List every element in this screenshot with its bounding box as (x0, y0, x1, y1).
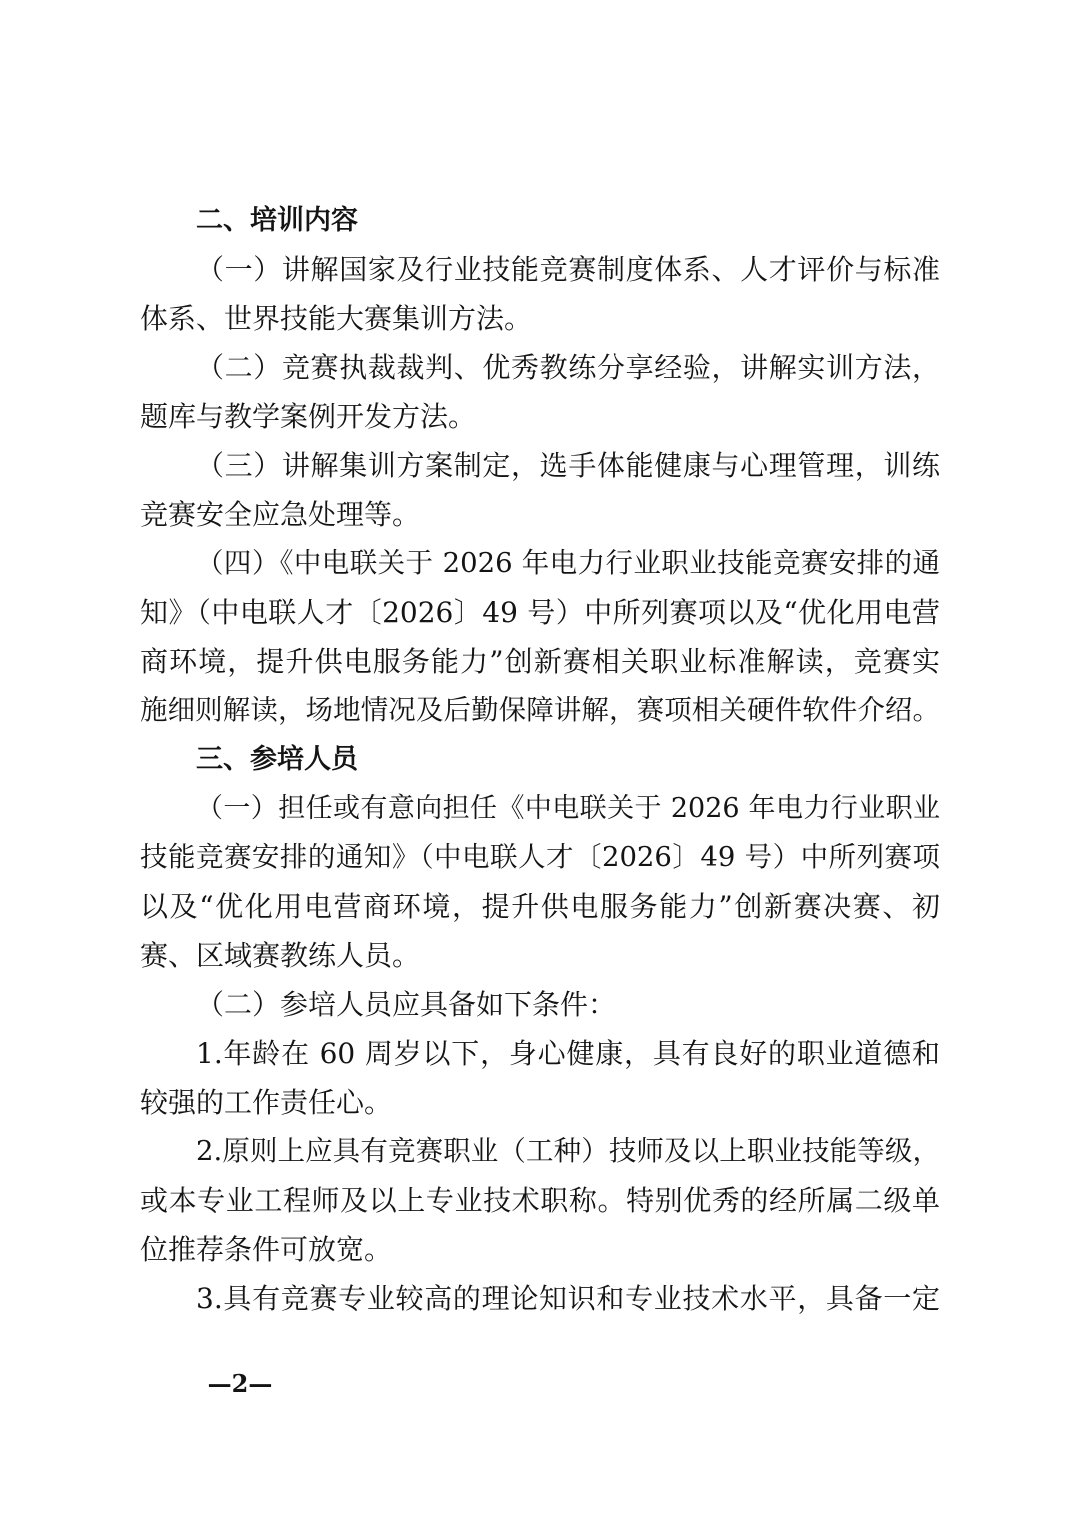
document-body (140, 196, 940, 1323)
paragraph-line: 或本专业工程师及以上专业技术职称。特别优秀的经所属二级单 (140, 1184, 940, 1217)
section-heading-participants: 三、参培人员 (196, 744, 358, 775)
paragraph-line: 知》（中电联人才〔2026〕49 号）中所列赛项以及“优化用电营 (140, 596, 940, 629)
paragraph-line: 施细则解读，场地情况及后勤保障讲解，赛项相关硬件软件介绍。 (140, 694, 940, 726)
paragraph-line: 题库与教学案例开发方法。 (140, 400, 477, 433)
paragraph-line: 位推荐条件可放宽。 (140, 1233, 393, 1266)
paragraph-line: 商环境，提升供电服务能力”创新赛相关职业标准解读，竞赛实 (140, 645, 940, 678)
paragraph-line: 3.具有竞赛专业较高的理论知识和专业技术水平，具备一定 (196, 1282, 940, 1315)
paragraph-line: （二）参培人员应具备如下条件： (196, 988, 617, 1021)
paragraph-line: （一）讲解国家及行业技能竞赛制度体系、人才评价与标准 (196, 253, 940, 286)
paragraph-line: 以及“优化用电营商环境，提升供电服务能力”创新赛决赛、初 (140, 890, 940, 923)
paragraph-line: 竞赛安全应急处理等。 (140, 498, 421, 531)
paragraph-line: （一）担任或有意向担任《中电联关于 2026 年电力行业职业 (196, 793, 940, 824)
section-heading-training-content: 二、培训内容 (196, 205, 358, 236)
page-number: —2— (207, 1369, 273, 1398)
paragraph-line: 赛、区域赛教练人员。 (140, 939, 421, 972)
paragraph-line: 技能竞赛安排的通知》（中电联人才〔2026〕49 号）中所列赛项 (140, 841, 940, 873)
paragraph-line: 2.原则上应具有竞赛职业（工种）技师及以上职业技能等级， (196, 1135, 940, 1167)
paragraph-line: 体系、世界技能大赛集训方法。 (140, 302, 533, 335)
paragraph-line: 较强的工作责任心。 (140, 1086, 393, 1119)
paragraph-line: （三）讲解集训方案制定，选手体能健康与心理管理，训练 (196, 449, 940, 482)
paragraph-line: （四）《中电联关于 2026 年电力行业职业技能竞赛安排的通 (196, 547, 940, 579)
paragraph-line: （二）竞赛执裁裁判、优秀教练分享经验，讲解实训方法， (196, 351, 940, 384)
paragraph-line: 1.年龄在 60 周岁以下，身心健康，具有良好的职业道德和 (196, 1037, 940, 1070)
